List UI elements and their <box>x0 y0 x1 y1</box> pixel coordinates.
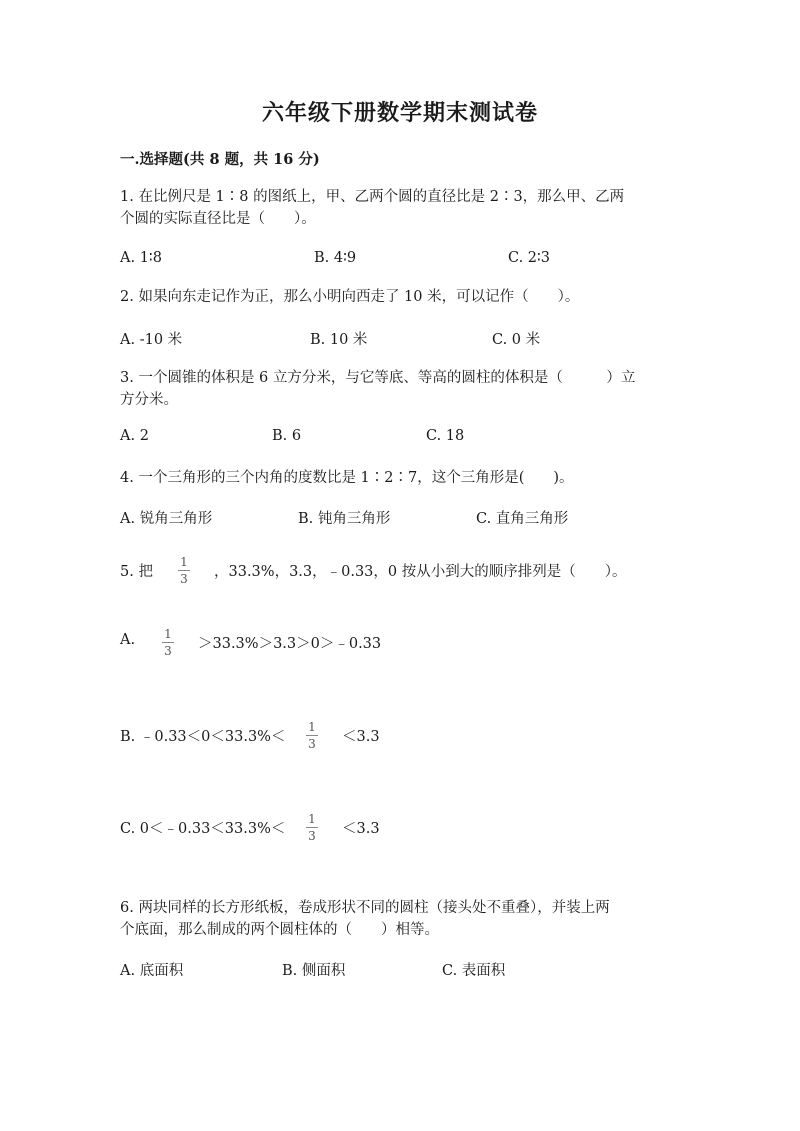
option-c[interactable]: C. 2∶3 <box>508 250 551 266</box>
fraction-one-third <box>304 812 320 843</box>
question-4-line-1: 4. 一个三角形的三个内角的度数比是 1∶2∶7，这个三角形是( )。 <box>120 470 574 486</box>
fraction-bar <box>178 570 190 571</box>
question-6-line-1: 6. 两块同样的长方形纸板，卷成形状不同的圆柱（接头处不重叠），并装上两 <box>120 900 610 916</box>
option-c[interactable]: C. 表面积 <box>442 963 506 979</box>
fraction-numerator: 1 <box>308 812 316 826</box>
fraction-bar <box>306 827 318 828</box>
fraction-numerator: 1 <box>164 627 172 641</box>
option-a[interactable]: A. 1∶8 <box>120 250 162 266</box>
option-b[interactable]: B. 4∶9 <box>314 250 357 266</box>
question-1-options <box>120 250 720 272</box>
option-c-suffix: ＜3.3 <box>342 821 380 837</box>
option-a[interactable]: A. 2 <box>120 428 149 444</box>
question-5-suffix: ，33.3%，3.3，﹣0.33，0 按从小到大的顺序排列是（ ）。 <box>214 564 627 580</box>
fraction-numerator: 1 <box>180 555 188 569</box>
question-4 <box>120 467 690 489</box>
question-2-line-1: 2. 如果向东走记作为正，那么小明向西走了 10 米，可以记作（ ）。 <box>120 289 580 305</box>
option-b[interactable]: B. 6 <box>272 428 302 444</box>
question-6-line-2: 个底面，那么制成的两个圆柱体的（ ）相等。 <box>120 922 439 938</box>
option-a[interactable]: A. -10 米 <box>120 332 183 348</box>
fraction-one-third <box>160 627 176 658</box>
option-c[interactable]: C. 直角三角形 <box>476 511 569 527</box>
fraction-denominator: 3 <box>308 829 316 843</box>
option-c[interactable]: C. 18 <box>426 428 465 444</box>
question-3-options <box>120 428 720 450</box>
question-3-line-1: 3. 一个圆锥的体积是 6 立方分米，与它等底、等高的圆柱的体积是（ ）立 <box>120 370 636 386</box>
question-5-prefix: 5. 把 <box>120 564 153 580</box>
question-6-options <box>120 959 720 981</box>
option-c-text: C. 0＜﹣0.33＜33.3%＜ <box>120 821 286 837</box>
question-5-option-a[interactable] <box>120 622 720 662</box>
question-1 <box>120 186 690 230</box>
option-a-text: ＞33.3%＞3.3＞0＞﹣0.33 <box>198 636 382 652</box>
option-a[interactable]: A. 锐角三角形 <box>120 511 213 527</box>
question-1-line-2: 个圆的实际直径比是（ ）。 <box>120 211 316 227</box>
fraction-bar <box>306 735 318 736</box>
fraction-denominator: 3 <box>164 644 172 658</box>
option-a-label: A. <box>120 632 136 648</box>
fraction-bar <box>162 642 174 643</box>
question-6 <box>120 897 690 941</box>
fraction-one-third <box>176 555 192 586</box>
option-b-text: B. ﹣0.33＜0＜33.3%＜ <box>120 729 286 745</box>
option-c[interactable]: C. 0 米 <box>492 332 541 348</box>
option-b-suffix: ＜3.3 <box>342 729 380 745</box>
question-1-line-1: 1. 在比例尺是 1∶8 的图纸上，甲、乙两个圆的直径比是 2∶3，那么甲、乙两 <box>120 189 625 205</box>
fraction-numerator: 1 <box>308 720 316 734</box>
section-heading: 一.选择题(共 8 题，共 16 分) <box>120 151 320 168</box>
option-a[interactable]: A. 底面积 <box>120 963 184 979</box>
option-b[interactable]: B. 钝角三角形 <box>298 511 391 527</box>
question-2 <box>120 286 690 308</box>
question-5-option-c[interactable] <box>120 807 720 847</box>
question-5-option-b[interactable] <box>120 715 720 755</box>
question-4-options <box>120 507 720 529</box>
fraction-denominator: 3 <box>180 572 188 586</box>
option-b[interactable]: B. 侧面积 <box>282 963 346 979</box>
question-5 <box>120 550 720 590</box>
question-3 <box>120 367 690 411</box>
question-3-line-2: 方分米。 <box>120 392 178 408</box>
fraction-denominator: 3 <box>308 737 316 751</box>
option-b[interactable]: B. 10 米 <box>310 332 368 348</box>
page-title: 六年级下册数学期末测试卷 <box>261 100 538 126</box>
question-2-options <box>120 328 720 350</box>
fraction-one-third <box>304 720 320 751</box>
